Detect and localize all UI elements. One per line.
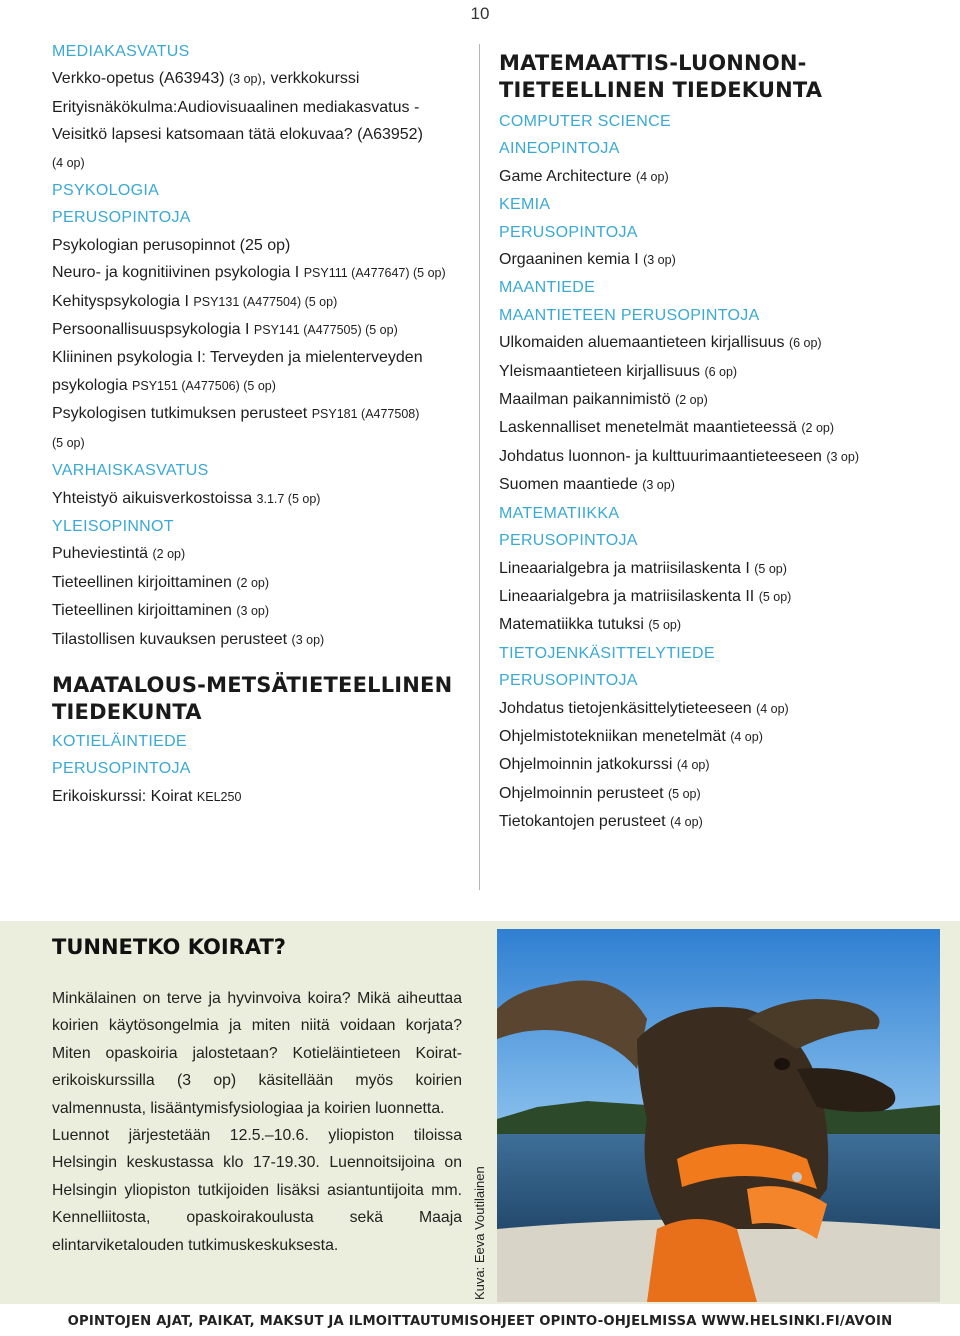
section-heading: TIETOJENKÄSITTELYTIEDE (499, 644, 715, 662)
section-heading: MAANTIEDE (499, 279, 596, 297)
course-line: psykologia PSY151 (A477506) (5 op) (52, 376, 276, 394)
course-line: Psykologisen tutkimuksen perusteet PSY181 (A477508) (52, 405, 420, 423)
section-heading: PSYKOLOGIA (52, 182, 160, 200)
course-line: Tietokantojen perusteet (4 op) (499, 813, 703, 831)
info-box-text (52, 985, 462, 1259)
course-line: Tieteellinen kirjoittaminen (2 op) (52, 573, 270, 591)
left-column (52, 38, 468, 811)
course-line: Ohjelmoinnin jatkokurssi (4 op) (499, 756, 710, 774)
course-line: Lineaarialgebra ja matriisilaskenta II (5 op) (499, 587, 792, 605)
section-heading: COMPUTER SCIENCE (499, 113, 671, 130)
course-line: Puheviestintä (2 op) (52, 545, 186, 563)
course-line: Tilastollisen kuvauksen perusteet (3 op) (52, 630, 325, 648)
course-line: Veisitkö lapsesi katsomaan tätä elokuvaa? (A63952) (52, 126, 423, 144)
course-line: Ohjelmistotekniikan menetelmät (4 op) (499, 727, 763, 745)
course-line: Matematiikka tutuksi (5 op) (499, 616, 682, 634)
course-line: Neuro- ja kognitiivinen psykologia I PSY111 (A477647) (5 op) (52, 264, 446, 282)
course-line: Verkko-opetus (A63943) (3 op), verkkokurssi (52, 70, 360, 88)
info-paragraph: Luennot järjestetään 12.5.–10.6. yliopiston tiloissa Helsingin keskustassa klo 17-19.30. Luennoitsijoina on Helsingin yliopiston tutkijoiden lisäksi asiantuntijoita mm. Kennelliitosta, opaskoirakoulusta sekä Maaja elintarviketalouden tutkimuskeskuksesta. (52, 1127, 462, 1254)
info-paragraph: Minkälainen on terve ja hyvinvoiva koira? Mikä aiheuttaa koirien käytösongelmia ja miten niitä voidaan korjata? Miten opaskoiria jalostetaan? Kotieläintieteen Koirat-erikoiskurssilla (3 op) käsitellään myös koirien valmennusta, lisääntymisfysiologiaa ja koirien luonnetta. (52, 990, 462, 1117)
subsection-heading: PERUSOPINTOJA (52, 209, 191, 227)
column-divider (479, 44, 480, 890)
course-line: Kliininen psykologia I: Terveyden ja mielenterveyden (52, 349, 423, 367)
info-box-title: TUNNETKO KOIRAT? (52, 935, 286, 959)
course-line: (4 op) (52, 155, 85, 170)
course-line: Yhteistyö aikuisverkostoissa 3.1.7 (5 op) (52, 489, 321, 507)
course-line: Game Architecture (4 op) (499, 167, 669, 185)
course-line: Johdatus luonnon- ja kulttuurimaantieteeseen (3 op) (499, 447, 859, 465)
faculty-heading: MATEMAATTIS-LUONNON- TIETEELLINEN TIEDEKUNTA (499, 51, 823, 102)
subsection-heading: PERUSOPINTOJA (52, 760, 191, 778)
course-line: Tieteellinen kirjoittaminen (3 op) (52, 602, 270, 620)
footer-note: OPINTOJEN AJAT, PAIKAT, MAKSUT JA ILMOITTAUTUMISOHJEET OPINTO-OHJELMISSA WWW.HELSINKI.FI/AVOIN (67, 1314, 893, 1329)
section-heading: MATEMATIIKKA (499, 504, 620, 522)
dog-photo-illustration (497, 929, 940, 1302)
right-column (499, 50, 939, 837)
course-line: Suomen maantiede (3 op) (499, 476, 675, 494)
course-line: Laskennalliset menetelmät maantieteessä (2 op) (499, 419, 835, 437)
page-number: 10 (470, 4, 490, 23)
photo-credit: Kuva: Eeva Voutilainen (472, 1166, 487, 1300)
course-line: Erikoiskurssi: Koirat KEL250 (52, 787, 242, 805)
section-heading: VARHAISKASVATUS (52, 462, 209, 480)
subsection-heading: PERUSOPINTOJA (499, 223, 638, 241)
course-line: Persoonallisuuspsykologia I PSY141 (A477505) (5 op) (52, 321, 398, 339)
course-line: Kehityspsykologia I PSY131 (A477504) (5 op) (52, 292, 338, 310)
course-line: Orgaaninen kemia I (3 op) (499, 251, 676, 269)
course-line: Psykologian perusopinnot (25 op) (52, 236, 291, 254)
course-line: Maailman paikannimistö (2 op) (499, 391, 708, 409)
course-line: Ulkomaiden aluemaantieteen kirjallisuus (6 op) (499, 334, 822, 352)
section-heading: YLEISOPINNOT (52, 517, 174, 535)
course-line: Ohjelmoinnin perusteet (5 op) (499, 784, 701, 802)
course-line: Johdatus tietojenkäsittelytieteeseen (4 op) (499, 699, 789, 717)
course-line: (5 op) (52, 435, 85, 450)
section-heading: KEMIA (499, 196, 551, 214)
section-heading: MEDIAKASVATUS (52, 43, 190, 60)
course-line: Yleismaantieteen kirjallisuus (6 op) (499, 362, 738, 380)
subsection-heading: PERUSOPINTOJA (499, 532, 638, 550)
course-line: Lineaarialgebra ja matriisilaskenta I (5 op) (499, 559, 787, 577)
subsection-heading: MAANTIETEEN PERUSOPINTOJA (499, 306, 760, 324)
section-heading: KOTIELÄINTIEDE (52, 732, 187, 750)
faculty-heading: MAATALOUS-METSÄTIETEELLINEN TIEDEKUNTA (52, 672, 453, 724)
subsection-heading: AINEOPINTOJA (499, 140, 620, 158)
subsection-heading: PERUSOPINTOJA (499, 672, 638, 690)
dog-photo (497, 929, 940, 1302)
course-line: Erityisnäkökulma:Audiovisuaalinen mediakasvatus - (52, 98, 420, 116)
